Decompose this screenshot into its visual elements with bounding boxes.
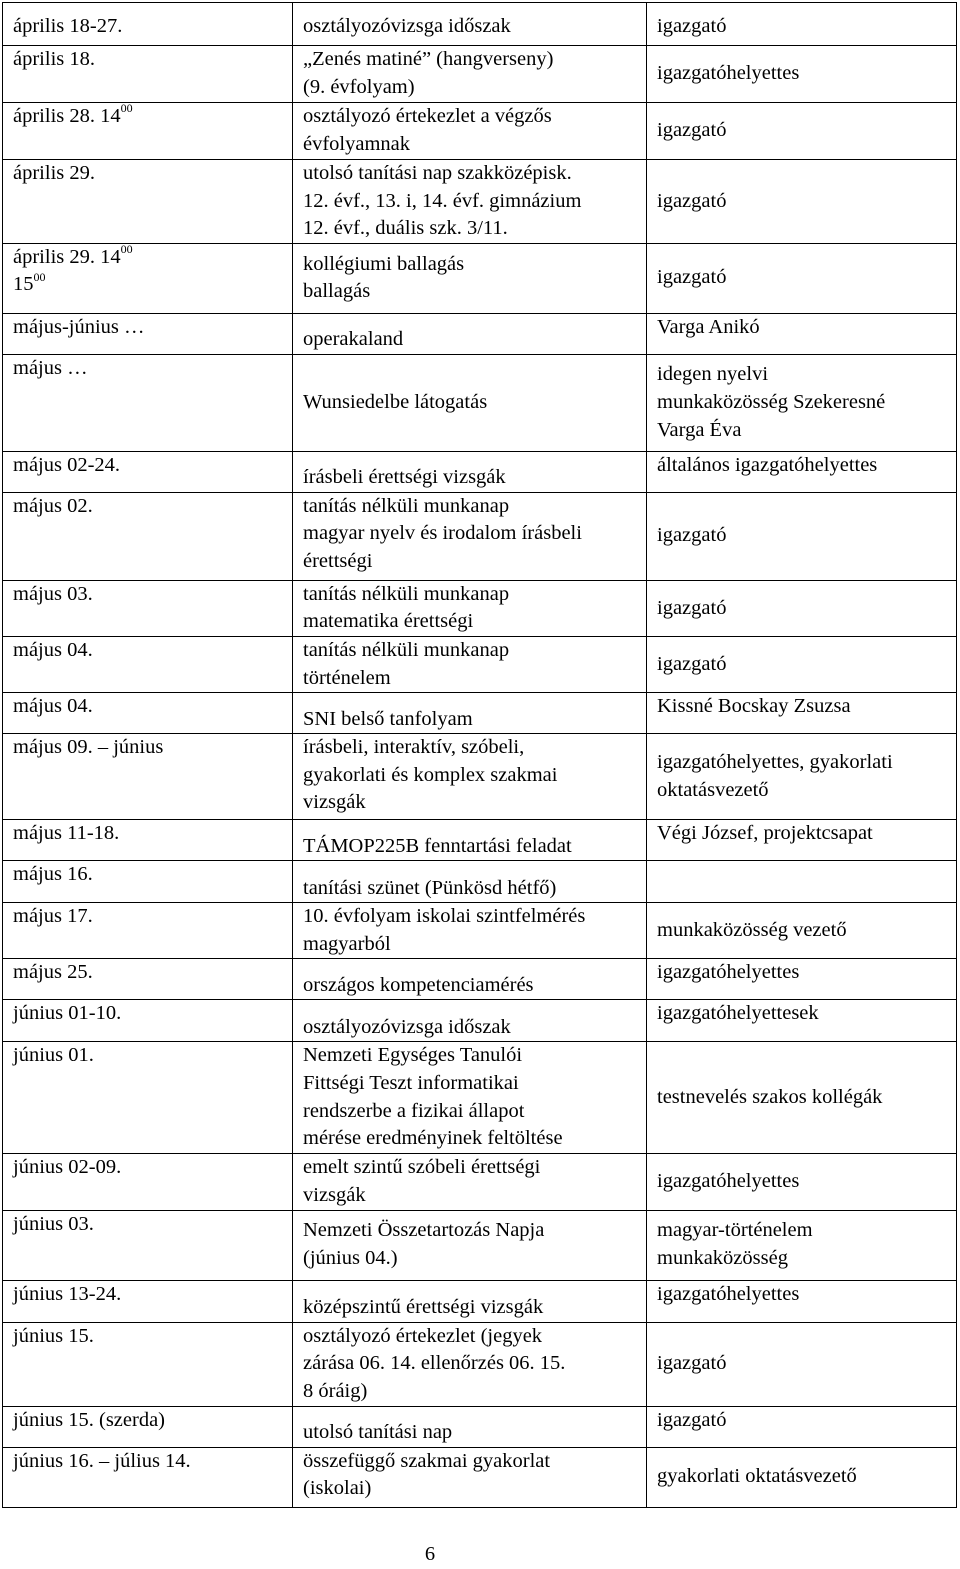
event-cell: TÁMOP225B fenntartási feladat <box>293 820 647 861</box>
event-cell: tanítás nélküli munkanap történelem <box>293 636 647 692</box>
event-cell: Nemzeti Összetartozás Napja (június 04.) <box>293 1210 647 1280</box>
table-row <box>3 580 957 636</box>
responsible-cell: testnevelés szakos kollégák <box>647 1042 957 1154</box>
date-cell: június 01. <box>3 1042 293 1154</box>
event-cell: SNI belső tanfolyam <box>293 693 647 734</box>
event-cell: írásbeli, interaktív, szóbeli, gyakorlati és komplex szakmai vizsgák <box>293 734 647 820</box>
event-cell: osztályozóvizsga időszak <box>293 3 647 46</box>
table-row <box>3 1447 957 1507</box>
table-row <box>3 636 957 692</box>
event-cell: osztályozó értekezlet (jegyek zárása 06. 14. ellenőrzés 06. 15. 8 óráig) <box>293 1322 647 1406</box>
event-cell: középszintű érettségi vizsgák <box>293 1280 647 1322</box>
date-cell: június 01-10. <box>3 1000 293 1042</box>
responsible-cell: általános igazgatóhelyettes <box>647 451 957 492</box>
date-text: április 28. 14 <box>13 105 121 127</box>
event-cell: osztályozóvizsga időszak <box>293 1000 647 1042</box>
date-cell: május 09. – június <box>3 734 293 820</box>
table-row <box>3 861 957 903</box>
responsible-cell: igazgató <box>647 1322 957 1406</box>
table-row <box>3 959 957 1000</box>
date-text: április 29. 14 <box>13 245 121 268</box>
table-row <box>3 1154 957 1210</box>
table-row <box>3 354 957 451</box>
responsible-cell: igazgatóhelyettes <box>647 1154 957 1210</box>
event-cell: tanítási szünet (Pünkösd hétfő) <box>293 861 647 903</box>
table-row <box>3 820 957 861</box>
responsible-cell: Kissné Bocskay Zsuzsa <box>647 693 957 734</box>
responsible-cell: Varga Anikó <box>647 313 957 354</box>
date-cell: június 15. (szerda) <box>3 1406 293 1447</box>
event-cell: tanítás nélküli munkanap matematika érettségi <box>293 580 647 636</box>
date-cell: június 15. <box>3 1322 293 1406</box>
date-cell: május 11-18. <box>3 820 293 861</box>
responsible-cell: igazgatóhelyettes, gyakorlati oktatásvezető <box>647 734 957 820</box>
responsible-cell: igazgató <box>647 636 957 692</box>
event-cell: tanítás nélküli munkanap magyar nyelv és irodalom írásbeli érettségi <box>293 492 647 580</box>
table-row <box>3 46 957 103</box>
responsible-cell: Végi József, projektcsapat <box>647 820 957 861</box>
date-cell: május 17. <box>3 903 293 959</box>
table-row <box>3 1322 957 1406</box>
table-row <box>3 103 957 160</box>
date-cell: június 03. <box>3 1210 293 1280</box>
date-cell <box>3 103 293 160</box>
date-cell <box>3 243 293 313</box>
date-cell: május 04. <box>3 636 293 692</box>
table-row <box>3 1406 957 1447</box>
date-cell: április 29. <box>3 160 293 244</box>
date-cell: június 13-24. <box>3 1280 293 1322</box>
responsible-cell: igazgatóhelyettes <box>647 1280 957 1322</box>
date-cell: április 18-27. <box>3 3 293 46</box>
responsible-cell: igazgatóhelyettesek <box>647 1000 957 1042</box>
table-row <box>3 693 957 734</box>
time-minutes: 00 <box>120 241 133 256</box>
table-row <box>3 492 957 580</box>
responsible-cell: idegen nyelvi munkaközösség Szekeresné Varga Éva <box>647 354 957 451</box>
responsible-cell: igazgató <box>647 580 957 636</box>
date-cell: május 16. <box>3 861 293 903</box>
date-cell: május 03. <box>3 580 293 636</box>
event-cell: Nemzeti Egységes Tanulói Fittségi Teszt informatikai rendszerbe a fizikai állapot mérése eredményinek feltöltése <box>293 1042 647 1154</box>
responsible-cell: igazgató <box>647 492 957 580</box>
date-cell: május 02-24. <box>3 451 293 492</box>
event-cell: osztályozó értekezlet a végzős évfolyamnak <box>293 103 647 160</box>
responsible-cell: igazgató <box>647 160 957 244</box>
time-minutes: 00 <box>120 101 133 116</box>
table-row <box>3 451 957 492</box>
event-cell: operakaland <box>293 313 647 354</box>
event-cell: utolsó tanítási nap <box>293 1406 647 1447</box>
date-cell: június 02-09. <box>3 1154 293 1210</box>
date-cell: május-június … <box>3 313 293 354</box>
date-cell: május 02. <box>3 492 293 580</box>
date-cell: június 16. – július 14. <box>3 1447 293 1507</box>
schedule-table <box>2 2 957 1508</box>
date-cell: május … <box>3 354 293 451</box>
responsible-cell <box>647 861 957 903</box>
event-cell: kollégiumi ballagás ballagás <box>293 243 647 313</box>
time-end: 15 <box>13 273 34 296</box>
event-cell: összefüggő szakmai gyakorlat (iskolai) <box>293 1447 647 1507</box>
event-cell: 10. évfolyam iskolai szintfelmérés magyarból <box>293 903 647 959</box>
time-end-minutes: 00 <box>33 269 46 284</box>
table-row <box>3 1280 957 1322</box>
table-row <box>3 903 957 959</box>
event-cell: emelt szintű szóbeli érettségi vizsgák <box>293 1154 647 1210</box>
responsible-cell: gyakorlati oktatásvezető <box>647 1447 957 1507</box>
table-row <box>3 160 957 244</box>
responsible-cell: igazgató <box>647 3 957 46</box>
responsible-cell: igazgatóhelyettes <box>647 46 957 103</box>
table-row <box>3 1000 957 1042</box>
table-row <box>3 1042 957 1154</box>
event-cell: országos kompetenciamérés <box>293 959 647 1000</box>
date-cell: május 25. <box>3 959 293 1000</box>
page-number: 6 <box>424 1543 436 1565</box>
table-row <box>3 1210 957 1280</box>
responsible-cell: munkaközösség vezető <box>647 903 957 959</box>
table-row <box>3 243 957 313</box>
responsible-cell: igazgatóhelyettes <box>647 959 957 1000</box>
table-row <box>3 3 957 46</box>
event-cell: írásbeli érettségi vizsgák <box>293 451 647 492</box>
responsible-cell: igazgató <box>647 243 957 313</box>
table-row <box>3 313 957 354</box>
event-cell: „Zenés matiné” (hangverseny) (9. évfolyam) <box>293 46 647 103</box>
responsible-cell: magyar-történelem munkaközösség <box>647 1210 957 1280</box>
table-row <box>3 734 957 820</box>
date-cell: május 04. <box>3 693 293 734</box>
responsible-cell: igazgató <box>647 1406 957 1447</box>
date-cell: április 18. <box>3 46 293 103</box>
event-cell: Wunsiedelbe látogatás <box>293 354 647 451</box>
responsible-cell: igazgató <box>647 103 957 160</box>
event-cell: utolsó tanítási nap szakközépisk. 12. évf., 13. i, 14. évf. gimnázium 12. évf., duális szk. 3/11. <box>293 160 647 244</box>
